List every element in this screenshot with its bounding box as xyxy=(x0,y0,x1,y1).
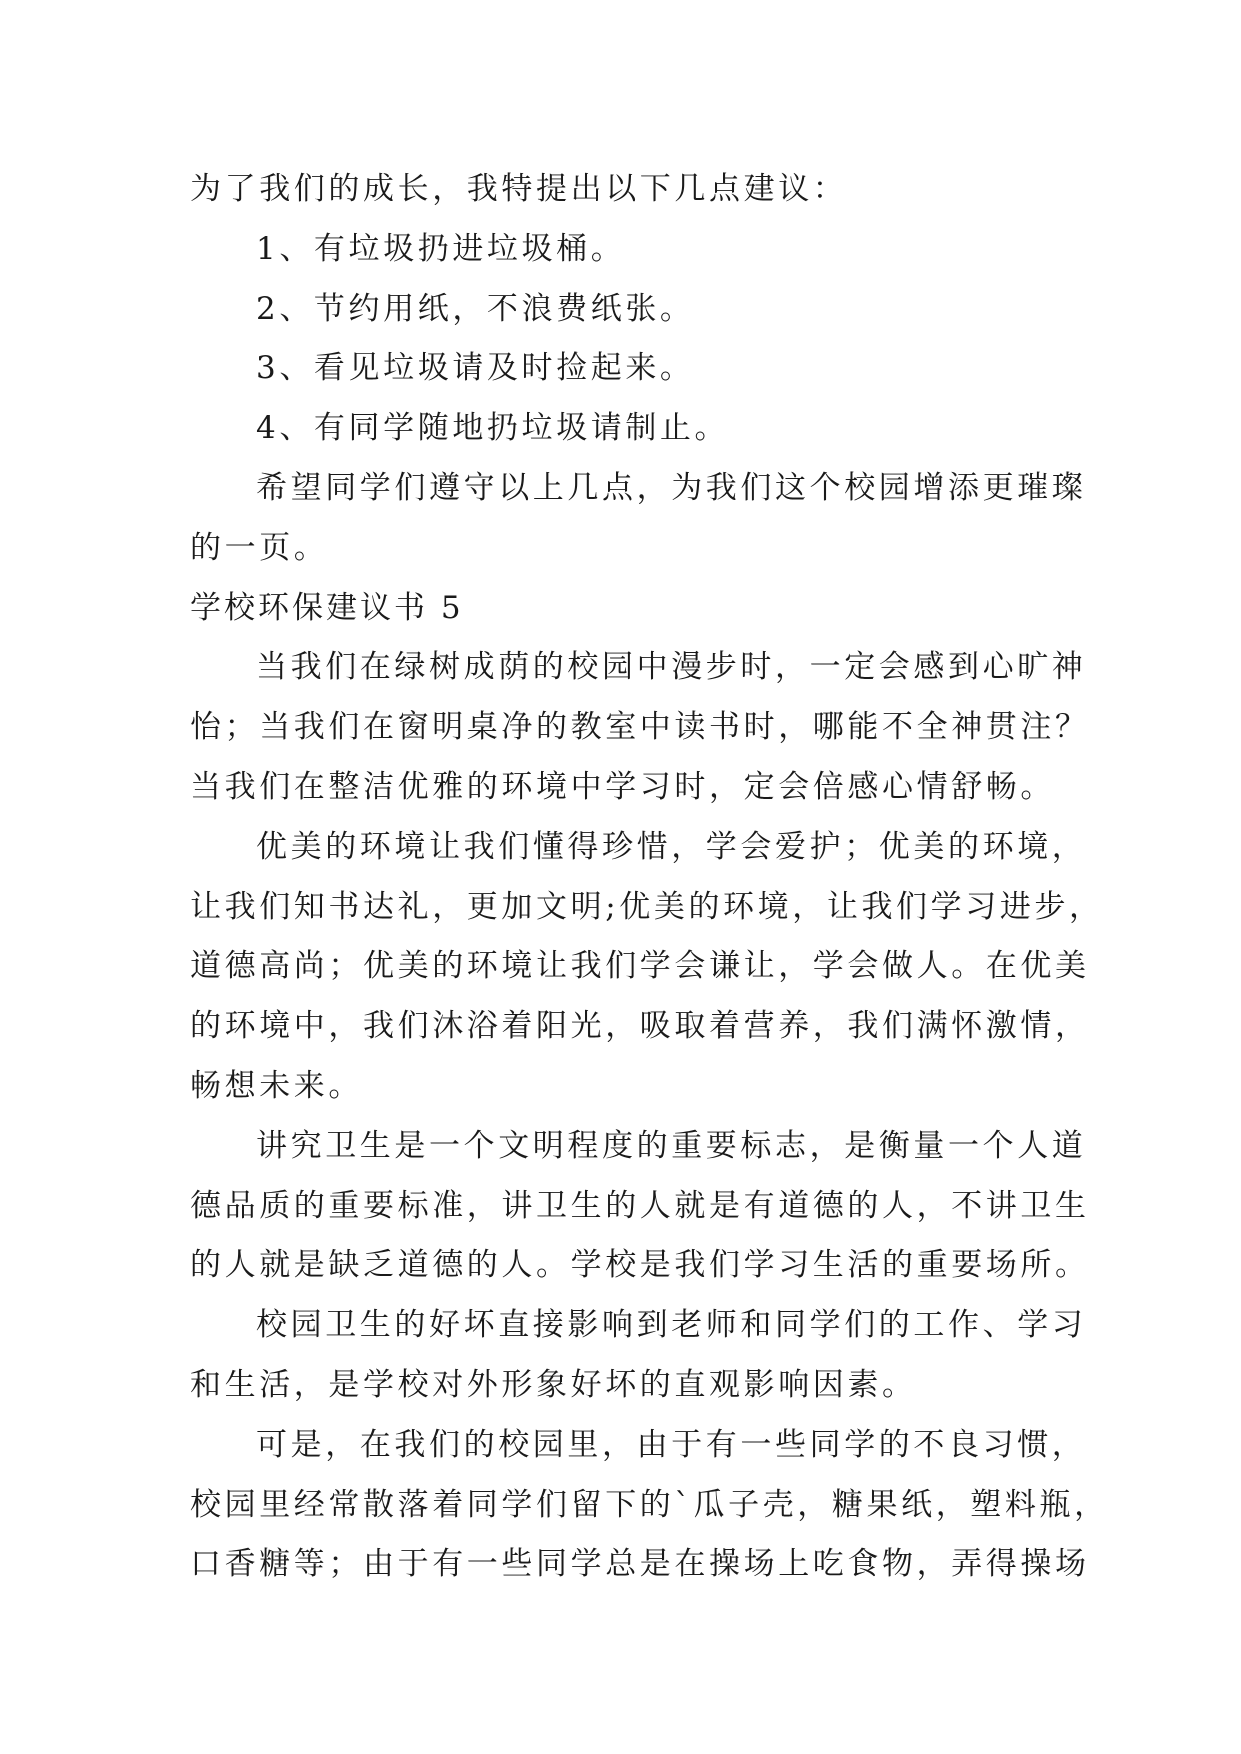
text-line: 为了我们的成长，我特提出以下几点建议： xyxy=(190,171,848,207)
text-line: 畅想未来。 xyxy=(190,1067,363,1104)
paragraph-start: 校园卫生的好坏直接影响到老师和同学们的工作、学习 xyxy=(256,1307,1087,1344)
section-heading: 学校环保建议书 5 xyxy=(190,589,464,626)
paragraph-start: 讲究卫生是一个文明程度的重要标志，是衡量一个人道 xyxy=(256,1127,1087,1164)
text-line: 和生活，是学校对外形象好坏的直观影响因素。 xyxy=(190,1366,917,1403)
text-line: 当我们在整洁优雅的环境中学习时，定会倍感心情舒畅。 xyxy=(190,768,1055,805)
document-body xyxy=(190,160,1109,1595)
text-line: 怡；当我们在窗明桌净的教室中读书时，哪能不全神贯注？ xyxy=(190,709,1090,746)
text-line: 校园里经常散落着同学们留下的`瓜子壳，糖果纸，塑料瓶， xyxy=(190,1486,1109,1523)
text-line: 德品质的重要标准，讲卫生的人就是有道德的人，不讲卫生 xyxy=(190,1187,1090,1224)
text-line: 让我们知书达礼，更加文明;优美的环境，让我们学习进步， xyxy=(190,888,1104,925)
text-line: 的环境中，我们沐浴着阳光，吸取着营养，我们满怀激情， xyxy=(190,1008,1090,1045)
list-item: 2、节约用纸，不浪费纸张。 xyxy=(256,290,695,327)
paragraph-start: 可是，在我们的校园里，由于有一些同学的不良习惯， xyxy=(256,1426,1087,1463)
paragraph-start: 当我们在绿树成荫的校园中漫步时，一定会感到心旷神 xyxy=(256,649,1087,686)
list-item: 1、有垃圾扔进垃圾桶。 xyxy=(256,230,626,267)
list-item: 4、有同学随地扔垃圾请制止。 xyxy=(256,410,730,447)
text-line: 的人就是缺乏道德的人。学校是我们学习生活的重要场所。 xyxy=(190,1247,1090,1284)
text-line: 的一页。 xyxy=(190,529,329,566)
paragraph-start: 希望同学们遵守以上几点，为我们这个校园增添更璀璨 xyxy=(256,469,1087,506)
text-line: 口香糖等；由于有一些同学总是在操场上吃食物，弄得操场 xyxy=(190,1546,1090,1583)
list-item: 3、看见垃圾请及时捡起来。 xyxy=(256,350,695,387)
text-line: 道德高尚；优美的环境让我们学会谦让，学会做人。在优美 xyxy=(190,948,1090,985)
paragraph-start: 优美的环境让我们懂得珍惜，学会爱护；优美的环境， xyxy=(256,828,1087,865)
